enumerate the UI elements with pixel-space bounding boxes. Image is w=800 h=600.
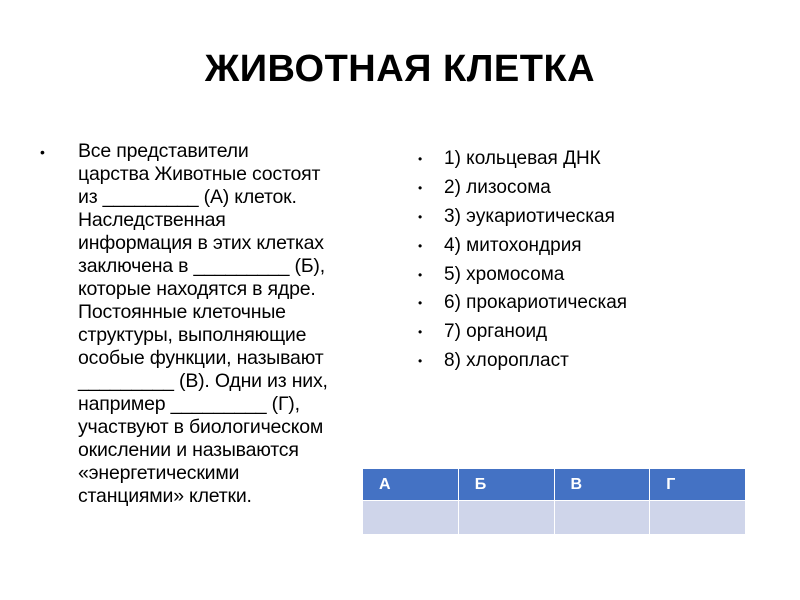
- paragraph-line: информация в этих клетках: [78, 232, 324, 254]
- answer-header-g: Г: [650, 469, 746, 501]
- paragraph-line: например _________ (Г),: [78, 393, 300, 415]
- option-label: 7) органоид: [444, 321, 548, 343]
- paragraph-line: особые функции, называют: [78, 347, 324, 369]
- option-item: [418, 231, 778, 260]
- option-item: [418, 289, 778, 318]
- paragraph-line: Наследственная: [78, 209, 226, 231]
- bullet-icon: •: [418, 267, 423, 282]
- paragraph-line: которые находятся в ядре.: [78, 278, 316, 300]
- task-paragraph-item: [40, 140, 390, 508]
- task-paragraph: [78, 140, 390, 508]
- answer-cell-b[interactable]: [458, 501, 554, 535]
- bullet-icon: •: [418, 353, 423, 368]
- bullet-icon: •: [418, 325, 423, 340]
- paragraph-line: «энергетическими: [78, 462, 240, 484]
- paragraph-line: участвуют в биологическом: [78, 416, 324, 438]
- paragraph-line: станциями» клетки.: [78, 485, 252, 507]
- option-item: [418, 260, 778, 289]
- option-label: 1) кольцевая ДНК: [444, 148, 601, 170]
- answer-table-row: [363, 501, 746, 535]
- option-item: [418, 347, 778, 376]
- answer-cell-g[interactable]: [650, 501, 746, 535]
- options-list: [418, 145, 778, 375]
- paragraph-line: структуры, выполняющие: [78, 324, 307, 346]
- paragraph-line: царства Животные состоят: [78, 163, 321, 185]
- paragraph-line: из _________ (А) клеток.: [78, 186, 297, 208]
- bullet-icon: •: [40, 144, 45, 160]
- option-label: 2) лизосома: [444, 177, 551, 199]
- option-label: 6) прокариотическая: [444, 292, 628, 314]
- answer-cell-a[interactable]: [363, 501, 459, 535]
- bullet-icon: •: [418, 152, 423, 167]
- option-item: [418, 145, 778, 174]
- paragraph-line: окислении и называются: [78, 439, 299, 461]
- answer-table: [362, 468, 746, 535]
- answer-header-b: Б: [458, 469, 554, 501]
- answer-header-a: А: [363, 469, 459, 501]
- option-label: 3) эукариотическая: [444, 205, 615, 227]
- slide-title: ЖИВОТНАЯ КЛЕТКА: [204, 48, 596, 90]
- bullet-icon: •: [418, 238, 423, 253]
- option-label: 8) хлоропласт: [444, 349, 569, 371]
- paragraph-line: заключена в _________ (Б),: [78, 255, 325, 277]
- paragraph-line: Все представители: [78, 140, 249, 162]
- task-text-column: [40, 140, 390, 508]
- option-label: 4) митохондрия: [444, 234, 582, 256]
- answer-header-v: В: [554, 469, 650, 501]
- paragraph-line: Постоянные клеточные: [78, 301, 286, 323]
- bullet-icon: •: [418, 209, 423, 224]
- option-label: 5) хромосома: [444, 263, 565, 285]
- option-item: [418, 174, 778, 203]
- answer-table-header-row: [363, 469, 746, 501]
- bullet-icon: •: [418, 181, 423, 196]
- option-item: [418, 318, 778, 347]
- paragraph-line: _________ (В). Одни из них,: [78, 370, 328, 392]
- option-item: [418, 203, 778, 232]
- bullet-icon: •: [418, 296, 423, 311]
- answer-cell-v[interactable]: [554, 501, 650, 535]
